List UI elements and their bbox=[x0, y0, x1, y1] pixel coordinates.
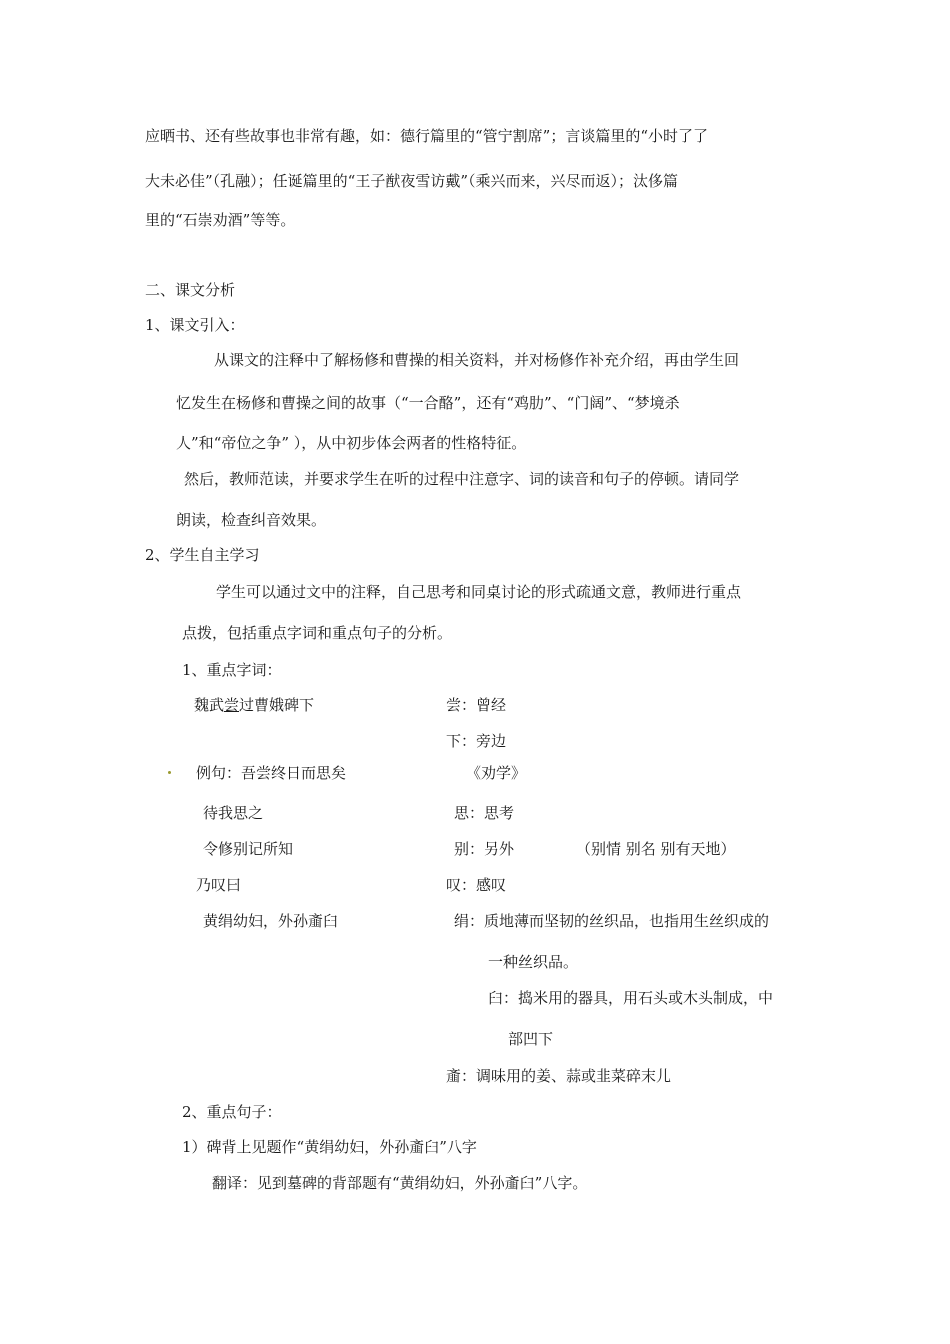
stray-dot-mark bbox=[168, 771, 171, 774]
word-definition-1a: 尝：曾经 bbox=[446, 696, 507, 714]
key-sentence-1: 1）碑背上见题作“黄绢幼妇，外孙齑臼”八字 bbox=[182, 1138, 477, 1156]
key-sentences-heading: 2、重点句子： bbox=[182, 1103, 282, 1121]
intro-paragraph-line-2: 忆发生在杨修和曹操之间的故事（“一合酪”，还有“鸡肋”、“门阔”、“梦境杀 bbox=[176, 394, 680, 412]
word-definition-5c: 齑：调味用的姜、蒜或韭菜碎末儿 bbox=[446, 1067, 672, 1085]
word-entry-3: 令修别记所知 bbox=[203, 840, 294, 858]
example-sentence: 例句：吾尝终日而思矣 bbox=[196, 764, 347, 782]
self-study-paragraph-line-1: 学生可以通过文中的注释，自己思考和同桌讨论的形式疏通文意，教师进行重点 bbox=[216, 583, 742, 601]
word-definition-3: 别：另外 bbox=[454, 840, 515, 858]
intro-line-1: 应晒书、还有些故事也非常有趣，如：德行篇里的“管宁割席”；言谈篇里的“小时了了 bbox=[145, 127, 709, 145]
intro-paragraph-line-1: 从课文的注释中了解杨修和曹操的相关资料，并对杨修作补充介绍，再由学生回 bbox=[214, 351, 740, 369]
word-entry-1 bbox=[194, 695, 314, 715]
word-entry-1-underlined: 尝 bbox=[224, 696, 240, 714]
word-entry-5: 黄绢幼妇，外孙齑臼 bbox=[203, 912, 339, 930]
word-definition-3-extra: （别情 别名 别有天地） bbox=[576, 840, 736, 858]
word-definition-1b: 下：旁边 bbox=[446, 732, 507, 750]
subsection-heading-intro: 1、课文引入： bbox=[145, 316, 245, 334]
key-words-heading: 1、重点字词： bbox=[182, 661, 282, 679]
reading-paragraph-line-1: 然后，教师范读，并要求学生在听的过程中注意字、词的读音和句子的停顿。请同学 bbox=[184, 470, 740, 488]
intro-line-3: 里的“石崇劝酒”等等。 bbox=[145, 211, 296, 229]
word-definition-5b-line-2: 部凹下 bbox=[508, 1030, 554, 1048]
subsection-heading-self-study: 2、学生自主学习 bbox=[145, 546, 260, 564]
word-definition-5a-line-2: 一种丝织品。 bbox=[488, 953, 579, 971]
reading-paragraph-line-2: 朗读，检查纠音效果。 bbox=[176, 511, 327, 529]
word-entry-1-post: 过曹娥碑下 bbox=[239, 696, 315, 714]
section-heading: 二、课文分析 bbox=[145, 281, 236, 299]
example-source: 《劝学》 bbox=[466, 764, 527, 782]
intro-line-2: 大未必佳”（孔融）；任诞篇里的“王子猷夜雪访戴”（乘兴而来，兴尽而返）；汰侈篇 bbox=[145, 172, 679, 190]
word-definition-5a-line-1: 绢：质地薄而坚韧的丝织品，也指用生丝织成的 bbox=[454, 912, 770, 930]
self-study-paragraph-line-2: 点拨，包括重点字词和重点句子的分析。 bbox=[182, 624, 453, 642]
word-definition-2: 思：思考 bbox=[454, 804, 515, 822]
word-definition-4: 叹：感叹 bbox=[446, 876, 507, 894]
word-definition-5b-line-1: 臼：捣米用的器具，用石头或木头制成，中 bbox=[488, 989, 774, 1007]
word-entry-2: 待我思之 bbox=[203, 804, 264, 822]
word-entry-4: 乃叹曰 bbox=[196, 876, 242, 894]
intro-paragraph-line-3: 人”和“帝位之争” ），从中初步体会两者的性格特征。 bbox=[176, 434, 527, 452]
key-sentence-1-translation: 翻译：见到墓碑的背部题有“黄绢幼妇，外孙齑臼”八字。 bbox=[212, 1174, 588, 1192]
word-entry-1-pre: 魏武 bbox=[194, 696, 225, 714]
